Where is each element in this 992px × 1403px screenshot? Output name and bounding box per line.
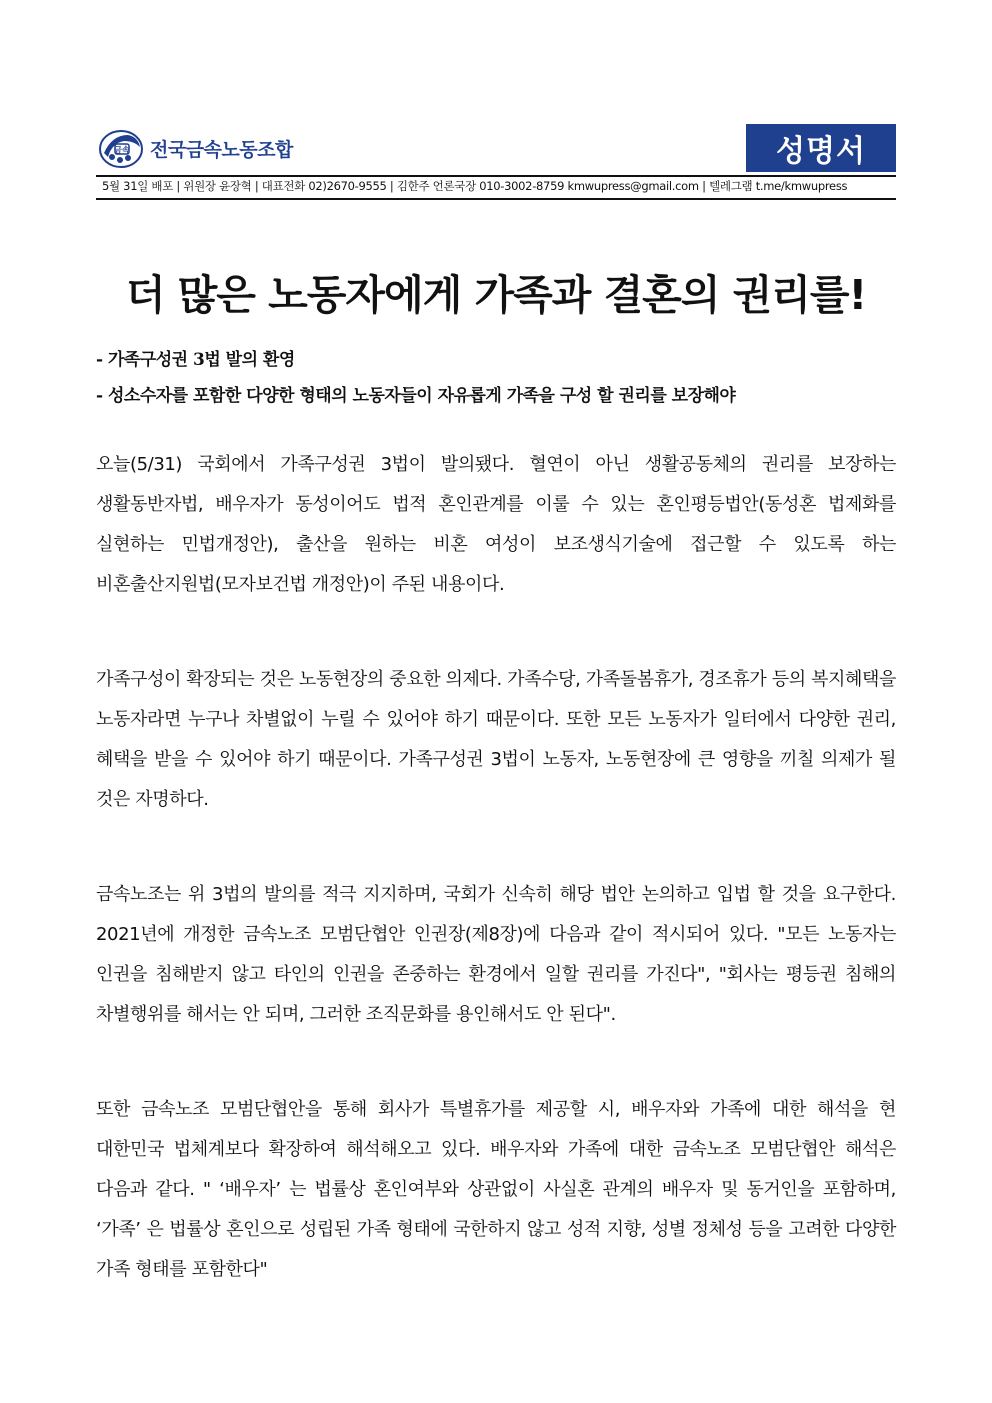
body-paragraph-4: 또한 금속노조 모범단협안을 통해 회사가 특별휴가를 제공할 시, 배우자와 가족에 대한 해석을 현 대한민국 법체계보다 확장하여 해석해오고 있다. 배우자와 가족에 대한 금속노조 모범단협안 해석은 다음과 같다. " ‘배우자’ 는 법률상 혼인여부와 상관없이 사실혼 관계의 배우자 및 동거인을 포함하며, ‘가족’ 은 법률상 혼인으로 성립된 가족 형태에 국한하지 않고 성적 지향, 성별 정체성 등을 고려한 다양한 가족 형태를 포함한다" (96, 1099, 896, 1280)
press-header (96, 120, 896, 202)
contact-line: 5월 31일 배포 | 위원장 윤장혁 | 대표전화 02)2670-9555 | 김한주 언론국장 010-3002-8759 kmwupress@gmail.com | 텔레그램 t.me/kmwupress (102, 179, 848, 193)
org-name: 전국금속노동조합 (150, 138, 293, 161)
body-paragraph-3: 금속노조는 위 3법의 발의를 적극 지지하며, 국회가 신속히 해당 법안 논의하고 입법 할 것을 요구한다. 2021년에 개정한 금속노조 모범단협안 인권장(제8장)에 다음과 같이 적시되어 있다. "모든 노동자는 인권을 침해받지 않고 타인의 인권을 존중하는 환경에서 일할 권리를 가진다", "회사는 평등권 침해의 차별행위를 해서는 안 되며, 그러한 조직문화를 용인해서도 안 된다". (96, 884, 896, 1025)
body-paragraph-1: 오늘(5/31) 국회에서 가족구성권 3법이 발의됐다. 혈연이 아닌 생활공동체의 권리를 보장하는 생활동반자법, 배우자가 동성이어도 법적 혼인관계를 이룰 수 있는 혼인평등법안(동성혼 법제화를 실현하는 민법개정안), 출산을 원하는 비혼 여성이 보조생식기술에 접근할 수 있도록 하는 비혼출산지원법(모자보건법 개정안)이 주된 내용이다. (96, 454, 896, 595)
body-paragraph-2: 가족구성이 확장되는 것은 노동현장의 중요한 의제다. 가족수당, 가족돌봄휴가, 경조휴가 등의 복지혜택을 노동자라면 누구나 차별없이 누릴 수 있어야 하기 때문이다. 또한 모든 노동자가 일터에서 다양한 권리, 혜택을 받을 수 있어야 하기 때문이다. 가족구성권 3법이 노동자, 노동현장에 큰 영향을 끼칠 의제가 될 것은 자명하다. (96, 669, 896, 810)
statement-title: 더 많은 노동자에게 가족과 결혼의 권리를! (125, 271, 867, 319)
subtitle-1: - 가족구성권 3법 발의 환영 (96, 350, 295, 370)
union-logo (98, 126, 293, 170)
header-rule-top (96, 175, 896, 177)
subtitle-list (96, 342, 916, 414)
statement-body (96, 445, 896, 1345)
subtitle-2: - 성소수자를 포함한 다양한 형태의 노동자들이 자유롭게 가족을 구성 할 권리를 보장해야 (96, 386, 736, 406)
svg-text:금속: 금속 (114, 145, 130, 155)
header-rule-bottom (96, 198, 896, 200)
doc-type-badge: 성명서 (746, 124, 896, 172)
union-emblem-icon (98, 127, 144, 169)
